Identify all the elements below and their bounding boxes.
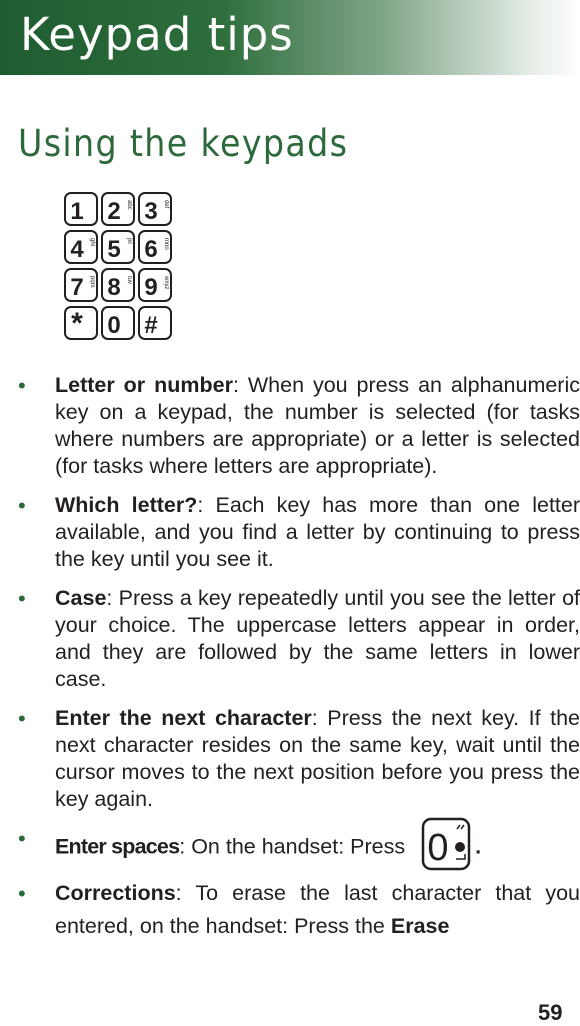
header-title: Keypad tips — [20, 8, 294, 61]
keypad-key-digit: 1 — [70, 198, 84, 225]
keypad-key-digit: 8 — [107, 274, 121, 301]
keypad-key-letters: mno — [163, 238, 169, 250]
keypad-key-letters: tuv — [126, 276, 132, 285]
keypad-key — [139, 269, 171, 301]
keypad-key-digit: 7 — [70, 274, 84, 301]
keypad-key-digit: 2 — [107, 198, 121, 225]
item-term: Enter spaces — [55, 834, 180, 859]
keypad-key-digit: 3 — [144, 198, 158, 225]
item-text: : On the handset: Press — [179, 834, 406, 859]
keypad-key-letters: jkl — [126, 238, 132, 244]
item-text: : Press the next key. If the next character resides on the same key, wait until the cursor moves to the next position before you press the key again. — [55, 706, 580, 811]
item-term: Case — [55, 586, 107, 610]
keypad-key-digit: 6 — [144, 236, 158, 263]
keypad-key-letters: ghi — [89, 238, 95, 247]
page-header — [0, 0, 580, 75]
keypad-key — [139, 193, 171, 225]
zero-key-icon — [421, 817, 471, 871]
list-item — [18, 705, 580, 813]
keypad-key — [139, 231, 171, 263]
bullet: • — [18, 586, 26, 611]
keypad-key — [102, 193, 134, 225]
tips-list — [18, 372, 580, 955]
item-term: Enter the next character — [55, 706, 312, 730]
bullet: • — [18, 373, 26, 398]
bullet: • — [18, 826, 26, 851]
list-item — [18, 825, 580, 871]
bullet: • — [18, 706, 26, 731]
item-term: Which letter? — [55, 493, 198, 517]
list-item — [18, 877, 580, 943]
keypad-key-digit: 4 — [70, 236, 84, 263]
keypad-key-letters: wxyz — [163, 276, 169, 290]
keypad-key-digit: * — [71, 307, 83, 340]
list-item — [18, 372, 580, 480]
keypad-key-digit: 0 — [107, 312, 121, 339]
item-term: Letter or number — [55, 373, 233, 397]
keypad-key-digit: # — [144, 312, 158, 339]
list-item — [18, 492, 580, 573]
item-suffix: . — [475, 834, 482, 859]
item-text: : When you press an alphanumeric key on a keypad, the number is selected (for tasks where numbers are appropriate) or a letter is selected (for tasks where letters are appropriate). — [55, 373, 580, 478]
page-number: 59 — [538, 1000, 563, 1025]
keypad-key — [65, 193, 97, 225]
bullet: • — [18, 881, 26, 906]
keypad-key-letters: abc — [126, 200, 132, 210]
keypad-key — [102, 307, 134, 339]
keypad-illustration — [62, 190, 177, 340]
keypad-key-letters: def — [163, 200, 169, 209]
zero-key-digit: 0 — [427, 827, 449, 869]
keypad-key — [65, 231, 97, 263]
list-item — [18, 585, 580, 693]
item-text: : Press a key repeatedly until you see the letter of your choice. The uppercase letters appear in order, and they are followed by the same letters in lower case. — [55, 586, 580, 691]
item-term: Corrections — [55, 881, 176, 905]
keypad-key — [102, 269, 134, 301]
keypad-key — [139, 307, 171, 339]
item-text: : Each key has more than one letter available, and you find a letter by continuing to press the key until you see it. — [55, 493, 580, 571]
item-text: : To erase the last character that you entered, on the handset: Press the — [55, 881, 580, 938]
keypad-key — [65, 269, 97, 301]
keypad-key-letters: pqrs — [89, 276, 95, 288]
keypad-key — [65, 307, 97, 340]
section-title: Using the keypads — [18, 122, 349, 165]
keypad-key-digit: 5 — [107, 236, 121, 263]
item-trail-bold: Erase — [390, 914, 450, 938]
keypad-key — [102, 231, 134, 263]
bullet: • — [18, 493, 26, 518]
keypad-key-digit: 9 — [144, 274, 158, 301]
